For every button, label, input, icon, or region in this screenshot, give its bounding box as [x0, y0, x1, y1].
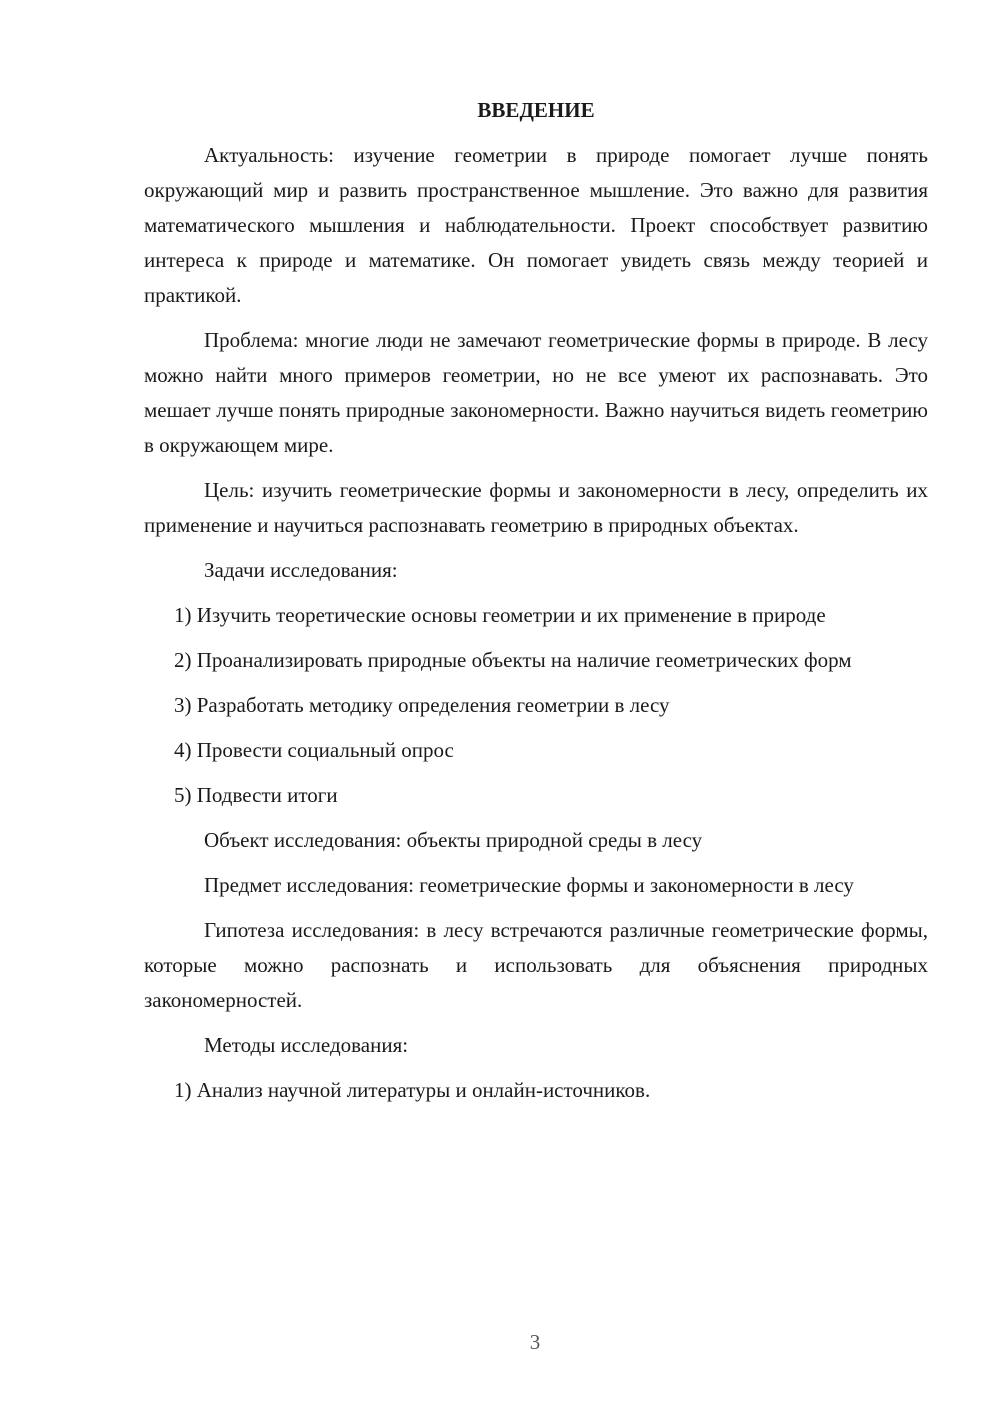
- page-title: ВВЕДЕНИЕ: [477, 98, 595, 122]
- task-item-5: 5) Подвести итоги: [174, 783, 338, 807]
- method-item-1: 1) Анализ научной литературы и онлайн-источников.: [174, 1078, 651, 1102]
- task-item-1: 1) Изучить теоретические основы геометрии и их применение в природе: [174, 603, 826, 627]
- page-content: [144, 92, 928, 1118]
- task-item-2: 2) Проанализировать природные объекты на наличие геометрических форм: [174, 648, 852, 672]
- methods-heading: Методы исследования:: [204, 1033, 409, 1057]
- page-number: 3: [529, 1330, 541, 1354]
- paragraph-problem: Проблема: многие люди не замечают геометрические формы в природе. В лесу можно найти много примеров геометрии, но не все умеют их распознавать. Это мешает лучше понять природные закономерности. Важно научиться видеть геометрию в окружающем мире.: [144, 328, 928, 457]
- task-item-4: 4) Провести социальный опрос: [174, 738, 454, 762]
- paragraph-subject: Предмет исследования: геометрические формы и закономерности в лесу: [204, 873, 854, 897]
- tasks-heading: Задачи исследования:: [204, 558, 398, 582]
- paragraph-goal: Цель: изучить геометрические формы и закономерности в лесу, определить их применение и научиться распознавать геометрию в природных объектах.: [144, 478, 928, 537]
- paragraph-hypothesis: Гипотеза исследования: в лесу встречаются различные геометрические формы, которые можно распознать и использовать для объяснения природных закономерностей.: [144, 918, 928, 1012]
- paragraph-object: Объект исследования: объекты природной среды в лесу: [204, 828, 703, 852]
- task-item-3: 3) Разработать методику определения геометрии в лесу: [174, 693, 670, 717]
- paragraph-relevance: Актуальность: изучение геометрии в природе помогает лучше понять окружающий мир и развить пространственное мышление. Это важно для развития математического мышления и наблюдательности. Проект способствует развитию интереса к природе и математике. Он помогает увидеть связь между теорией и практикой.: [144, 143, 928, 307]
